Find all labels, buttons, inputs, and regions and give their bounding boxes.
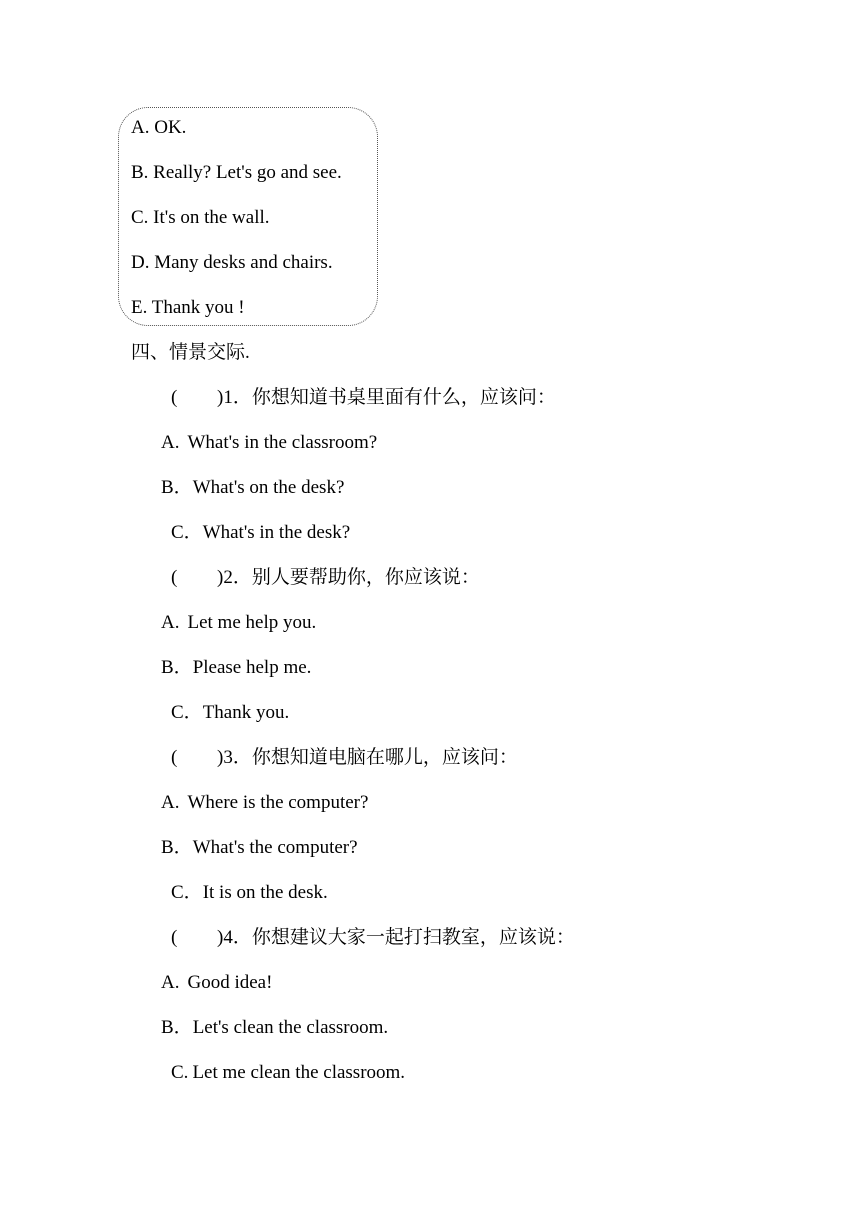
answer-paren-open: ( — [171, 567, 178, 588]
choice-text: Please help me. — [192, 657, 312, 678]
choice-text: What's the computer? — [192, 837, 358, 858]
question-number: 4． — [223, 927, 252, 948]
choice-line — [171, 882, 328, 904]
choice-line — [161, 837, 358, 859]
choice-text: Let me help you. — [187, 612, 317, 633]
choice-label: C． — [171, 522, 203, 543]
answer-paren-open: ( — [171, 387, 178, 408]
answer-paren-open: ( — [171, 927, 178, 948]
choice-line — [161, 477, 344, 499]
choice-text: It is on the desk. — [202, 882, 328, 903]
choice-text: Where is the computer? — [187, 792, 369, 813]
question-line — [171, 567, 480, 589]
option-item: E. Thank you ! — [131, 297, 245, 318]
question-prompt: 你想知道书桌里面有什么，应该问： — [251, 387, 556, 408]
answer-paren-close: ) — [217, 747, 224, 768]
choice-text: Let me clean the classroom. — [192, 1062, 406, 1083]
choice-line — [171, 1062, 405, 1084]
question-line — [171, 747, 518, 769]
choice-label: B． — [161, 657, 193, 678]
choice-text: What's on the desk? — [192, 477, 345, 498]
choice-text: What's in the desk? — [202, 522, 351, 543]
choice-label: A. — [161, 792, 180, 813]
option-item: B. Really? Let's go and see. — [131, 162, 342, 183]
choice-text: Let's clean the classroom. — [192, 1017, 389, 1038]
question-number: 1． — [223, 387, 252, 408]
choice-label: A. — [161, 432, 180, 453]
question-prompt: 你想建议大家一起打扫教室，应该说： — [251, 927, 575, 948]
choice-line — [161, 972, 272, 994]
choice-label: B． — [161, 1017, 193, 1038]
choice-label: B． — [161, 837, 193, 858]
question-line — [171, 927, 575, 949]
choice-line — [161, 432, 377, 454]
choice-label: C． — [171, 702, 203, 723]
choice-label: B． — [161, 477, 193, 498]
choice-line — [161, 612, 316, 634]
choice-line — [171, 702, 289, 724]
choice-line — [161, 1017, 388, 1039]
answer-paren-close: ) — [217, 387, 224, 408]
choice-text: Good idea! — [187, 972, 273, 993]
option-item: D. Many desks and chairs. — [131, 252, 333, 273]
answer-paren-open: ( — [171, 747, 178, 768]
choice-label: A. — [161, 972, 180, 993]
question-number: 2． — [223, 567, 252, 588]
choice-line — [171, 522, 350, 544]
choice-label: C． — [171, 882, 203, 903]
question-line — [171, 387, 556, 409]
choice-line — [161, 657, 311, 679]
option-item: A. OK. — [131, 117, 187, 138]
choice-line — [161, 792, 368, 814]
choice-text: Thank you. — [202, 702, 290, 723]
section-title: 四、情景交际. — [131, 342, 250, 363]
question-number: 3． — [223, 747, 252, 768]
choice-label: A. — [161, 612, 180, 633]
question-prompt: 别人要帮助你，你应该说： — [251, 567, 480, 588]
choice-text: What's in the classroom? — [187, 432, 378, 453]
choice-label: C. — [171, 1062, 189, 1083]
answer-paren-close: ) — [217, 927, 224, 948]
question-prompt: 你想知道电脑在哪儿，应该问： — [251, 747, 518, 768]
option-item: C. It's on the wall. — [131, 207, 270, 228]
answer-paren-close: ) — [217, 567, 224, 588]
